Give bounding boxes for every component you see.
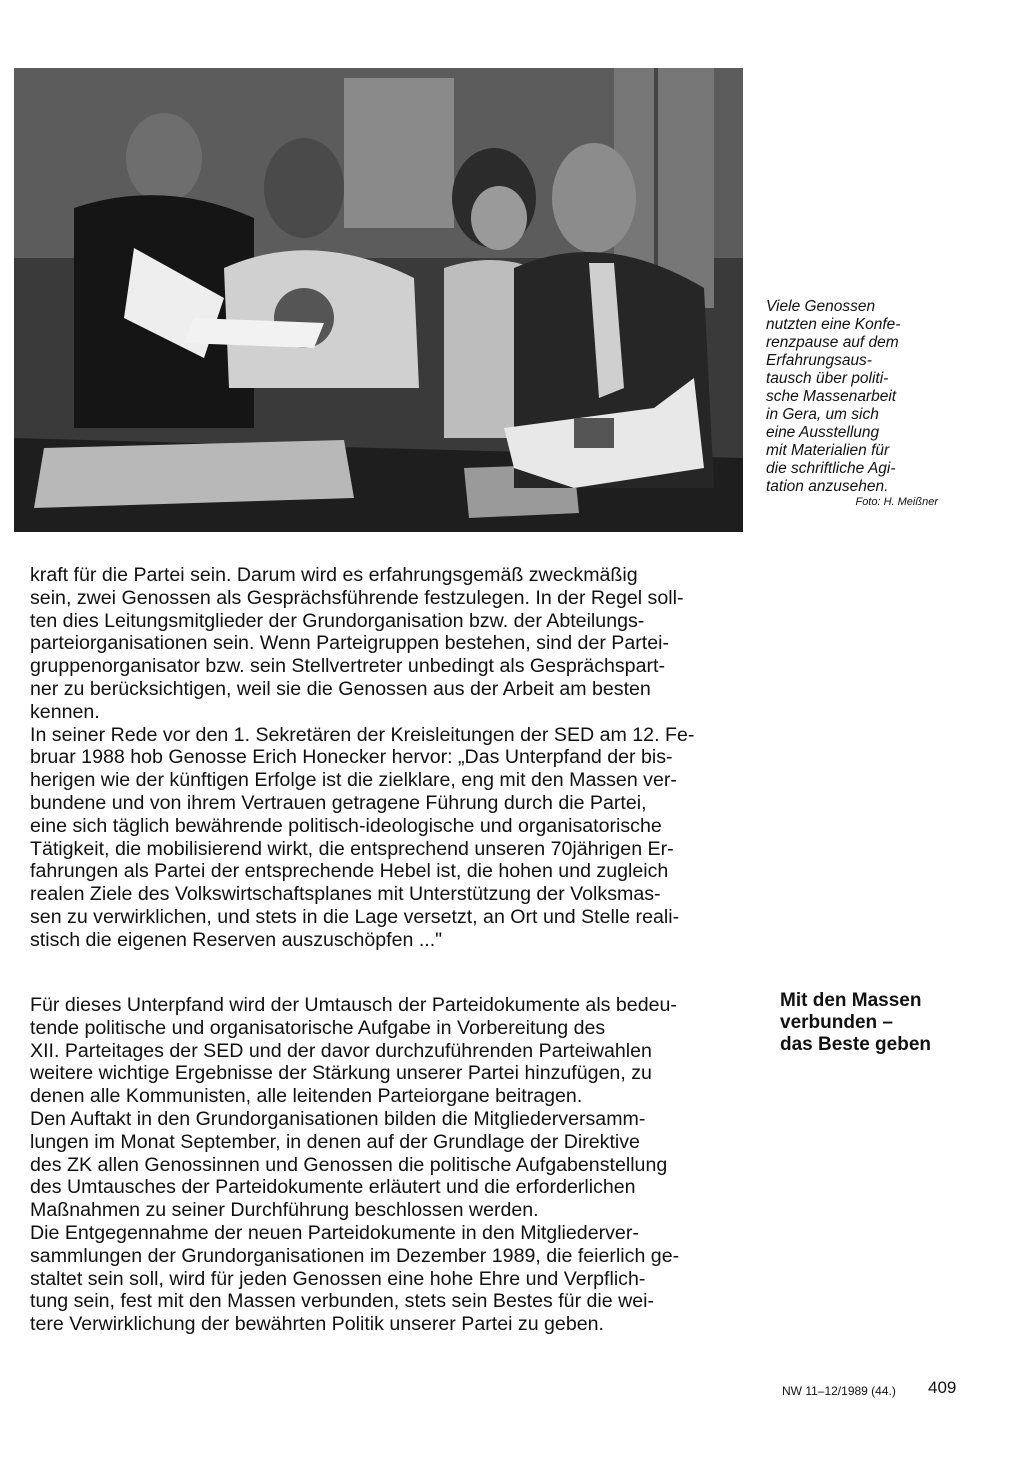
caption-line: eine Ausstellung (766, 424, 880, 441)
text-line: parteiorganisationen sein. Wenn Parteigruppen bestehen, sind der Partei- (30, 632, 670, 655)
text-line: gruppenorganisator bzw. sein Stellvertreter unbedingt als Gesprächspart- (30, 655, 665, 678)
text-line: des Umtausches der Parteidokumente erläutert und die erforderlichen (30, 1176, 636, 1199)
caption-line: tation anzusehen. (766, 478, 889, 495)
caption-line: in Gera, um sich (766, 406, 879, 423)
text-line: Die Entgegennahme der neuen Parteidokumente in den Mitgliederver- (30, 1221, 639, 1244)
caption-line: die schriftliche Agi- (766, 460, 896, 477)
text-line: tung sein, fest mit den Massen verbunden, stets sein Bestes für die wei- (30, 1290, 655, 1313)
text-line: fahrungen als Partei der entsprechende Hebel ist, die hohen und zugleich (30, 860, 669, 883)
photo-credit: Foto: H. Meißner (855, 496, 938, 508)
text-line: weitere wichtige Ergebnisse der Stärkung unserer Partei hinzufügen, zu (30, 1062, 652, 1085)
text-line: lungen im Monat September, in denen auf der Grundlage der Direktive (30, 1130, 640, 1153)
photo-illustration (14, 68, 743, 532)
text-line: sen zu verwirklichen, und stets in die Lage versetzt, an Ort und Stelle reali- (30, 905, 680, 928)
article-paragraph-block-1 (30, 564, 756, 952)
text-line: Für dieses Unterpfand wird der Umtausch der Parteidokumente als bedeu- (30, 994, 677, 1016)
text-line: eine sich täglich bewährende politisch-ideologische und organisatorische (30, 814, 662, 837)
caption-line: tausch über politi- (766, 370, 889, 387)
photo-caption (766, 298, 966, 509)
article-photo (14, 68, 743, 532)
caption-line: Erfahrungsaus- (766, 352, 872, 369)
text-line: herigen wie der künftigen Erfolge ist die zielklare, eng mit den Massen ver- (30, 769, 677, 792)
text-line: ner zu berücksichtigen, weil sie die Genossen aus der Arbeit am besten (30, 677, 651, 700)
page-number: 409 (928, 1378, 957, 1397)
issue-reference: NW 11–12/1989 (44.) (782, 1384, 896, 1398)
caption-line: Viele Genossen (766, 298, 876, 315)
caption-line: nutzten eine Konfe- (766, 316, 901, 333)
sidehead-line: das Beste geben (780, 1034, 931, 1055)
caption-line: renzpause auf dem (766, 334, 899, 351)
text-line: XII. Parteitages der SED und der davor durchzuführenden Parteiwahlen (30, 1039, 652, 1062)
text-line: bruar 1988 hob Genosse Erich Honecker hervor: „Das Unterpfand der bis- (30, 746, 673, 769)
section-sidehead (780, 990, 960, 1056)
article-paragraph-block-2 (30, 994, 756, 1336)
text-line: sein, zwei Genossen als Gesprächsführende festzulegen. In der Regel soll- (30, 586, 684, 609)
text-line: tende politische und organisatorische Aufgabe in Vorbereitung des (30, 1016, 606, 1039)
text-line: sammlungen der Grundorganisationen im Dezember 1989, die feierlich ge- (30, 1244, 680, 1267)
text-line: realen Ziele des Volkswirtschaftsplanes mit Unterstützung der Volksmas- (30, 883, 661, 906)
text-line: In seiner Rede vor den 1. Sekretären der Kreisleitungen der SED am 12. Fe- (30, 723, 695, 746)
text-line: bundene und von ihrem Vertrauen getragene Führung durch die Partei, (30, 791, 647, 814)
caption-line: sche Massenarbeit (766, 388, 897, 405)
sidehead-line: verbunden – (780, 1012, 893, 1033)
text-line: kraft für die Partei sein. Darum wird es erfahrungsgemäß zweckmäßig (30, 564, 638, 586)
text-line: Tätigkeit, die mobilisierend wirkt, die entsprechend unseren 70jährigen Er- (30, 837, 674, 860)
text-line: kennen. (30, 700, 100, 723)
text-line: Den Auftakt in den Grundorganisationen bilden die Mitgliederversamm- (30, 1107, 646, 1130)
text-line: stisch die eigenen Reserven auszuschöpfen ..." (30, 928, 443, 951)
text-line: denen alle Kommunisten, alle leitenden Parteiorgane beitragen. (30, 1085, 583, 1108)
sidehead-line: Mit den Massen (780, 990, 922, 1011)
text-line: Maßnahmen zu seiner Durchführung beschlossen werden. (30, 1199, 539, 1222)
text-line: ten dies Leitungsmitglieder der Grundorganisation bzw. der Abteilungs- (30, 609, 645, 632)
caption-line: mit Materialien für (766, 442, 890, 459)
text-line: des ZK allen Genossinnen und Genossen die politische Aufgabenstellung (30, 1153, 668, 1176)
text-line: staltet sein soll, wird für jeden Genossen eine hohe Ehre und Verpflich- (30, 1267, 646, 1290)
text-line: tere Verwirklichung der bewährten Politik unserer Partei zu geben. (30, 1313, 604, 1336)
